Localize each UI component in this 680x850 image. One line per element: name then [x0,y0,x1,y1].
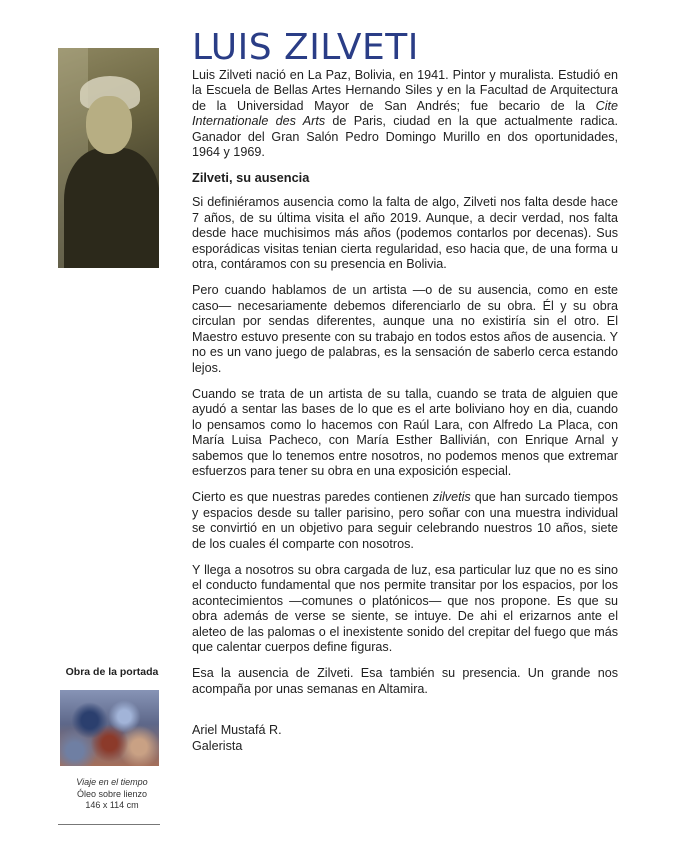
essay-paragraph-6: Esa la ausencia de Zilveti. Esa también su presencia. Un grande nos acompaña por unas semanas en Altamira. [192,666,618,696]
essay-paragraph-3: Cuando se trata de un artista de su talla, cuando se trata de alguien que ayudó a sentar las bases de lo que es el arte boliviano hoy en dia, cuando lo pensamos como lo hacemos con Raúl Lara, con Alfredo La Placa, con María Luisa Pacheco, con María Esther Ballivián, con Enrique Arnal y sabemos que lo tenemos entre nosotros, no podemos menos que extremar esfuerzos para tener su obra en una exposición especial. [192,386,618,478]
cover-heading: Obra de la portada [65,666,159,678]
cover-title: Viaje en el tiempo [76,777,148,787]
sidebar [58,48,160,268]
essay-p4-end: que han surcado tiempos y espacios desde su taller parisino, pero soñar con una muestra individual se convirtió en un objetivo para seguir celebrando nuestros 10 años, siete de los cuales él comparte con nosotros. [192,490,618,551]
bio-paragraph [192,68,618,160]
signature [192,723,618,754]
essay-paragraph-1: Si definiéramos ausencia como la falta de algo, Zilveti nos falta desde hace 7 años, de su última visita el año 2019. Aunque, a decir verdad, nos falta desde hace muchisimos más años (podemos contarlos por decenas). Sus esporádicas visitas tenian cierta regularidad, eso hacia que, de una forma u otra, contáramos con su presencia en Bolivia. [192,195,618,272]
essay-p4-italic: zilvetis [432,490,471,505]
signature-name: Ariel Mustafá R. [192,723,282,738]
main-content [192,28,618,754]
divider [58,824,160,825]
essay-p4-start: Cierto es que nuestras paredes contienen [192,490,433,505]
artist-name: LUIS ZILVETI [192,27,419,68]
artist-portrait [58,48,159,268]
essay-title: Zilveti, su ausencia [192,170,310,186]
essay-paragraph-2: Pero cuando hablamos de un artista —o de su ausencia, como en este caso— necesariamente debemos diferenciarlo de su obra. Él y su obra circulan por sendas diferentes, aunque una no existiría sin el otro. El Maestro estuvo presente con su trabajo en todos estos años de ausencia. Y no es un vano juego de palabras, es la sensación de saberlo cerca estando lejos. [192,283,618,375]
cover-size: 146 x 114 cm [85,800,139,810]
signature-role: Galerista [192,738,243,753]
essay-paragraph-5: Y llega a nosotros su obra cargada de luz, esa particular luz que no es sino el conducto fundamental que nos permite transitar por los espacios, por los acontecimientos —comunes o platónicos— que nos propone. Es que su obra además de verse se siente, se intuye. De ahi el erizarnos ante el aleteo de las palomas o el inexistente sonido del crepitar del fuego que más que calentar cuerpos define figuras. [192,562,618,654]
bio-text-end: de Paris, ciudad en la que actualmente radica. Ganador del Gran Salón Pedro Domingo Murillo en dos oportunidades, 1964 y 1969. [192,114,618,160]
bio-text: Luis Zilveti nació en La Paz, Bolivia, en 1941. Pintor y muralista. Estudió en la Escuela de Bellas Artes Hernando Siles y en la Facultad de Arquitectura de la Universidad Mayor de San Andrés; fue becario de la [192,68,618,113]
bio-institution: Cite Internationale des Arts [192,98,618,129]
cover-caption [58,777,166,812]
cover-artwork-image [60,690,159,766]
essay-paragraph-4 [192,490,618,552]
cover-medium: Óleo sobre lienzo [76,788,148,799]
